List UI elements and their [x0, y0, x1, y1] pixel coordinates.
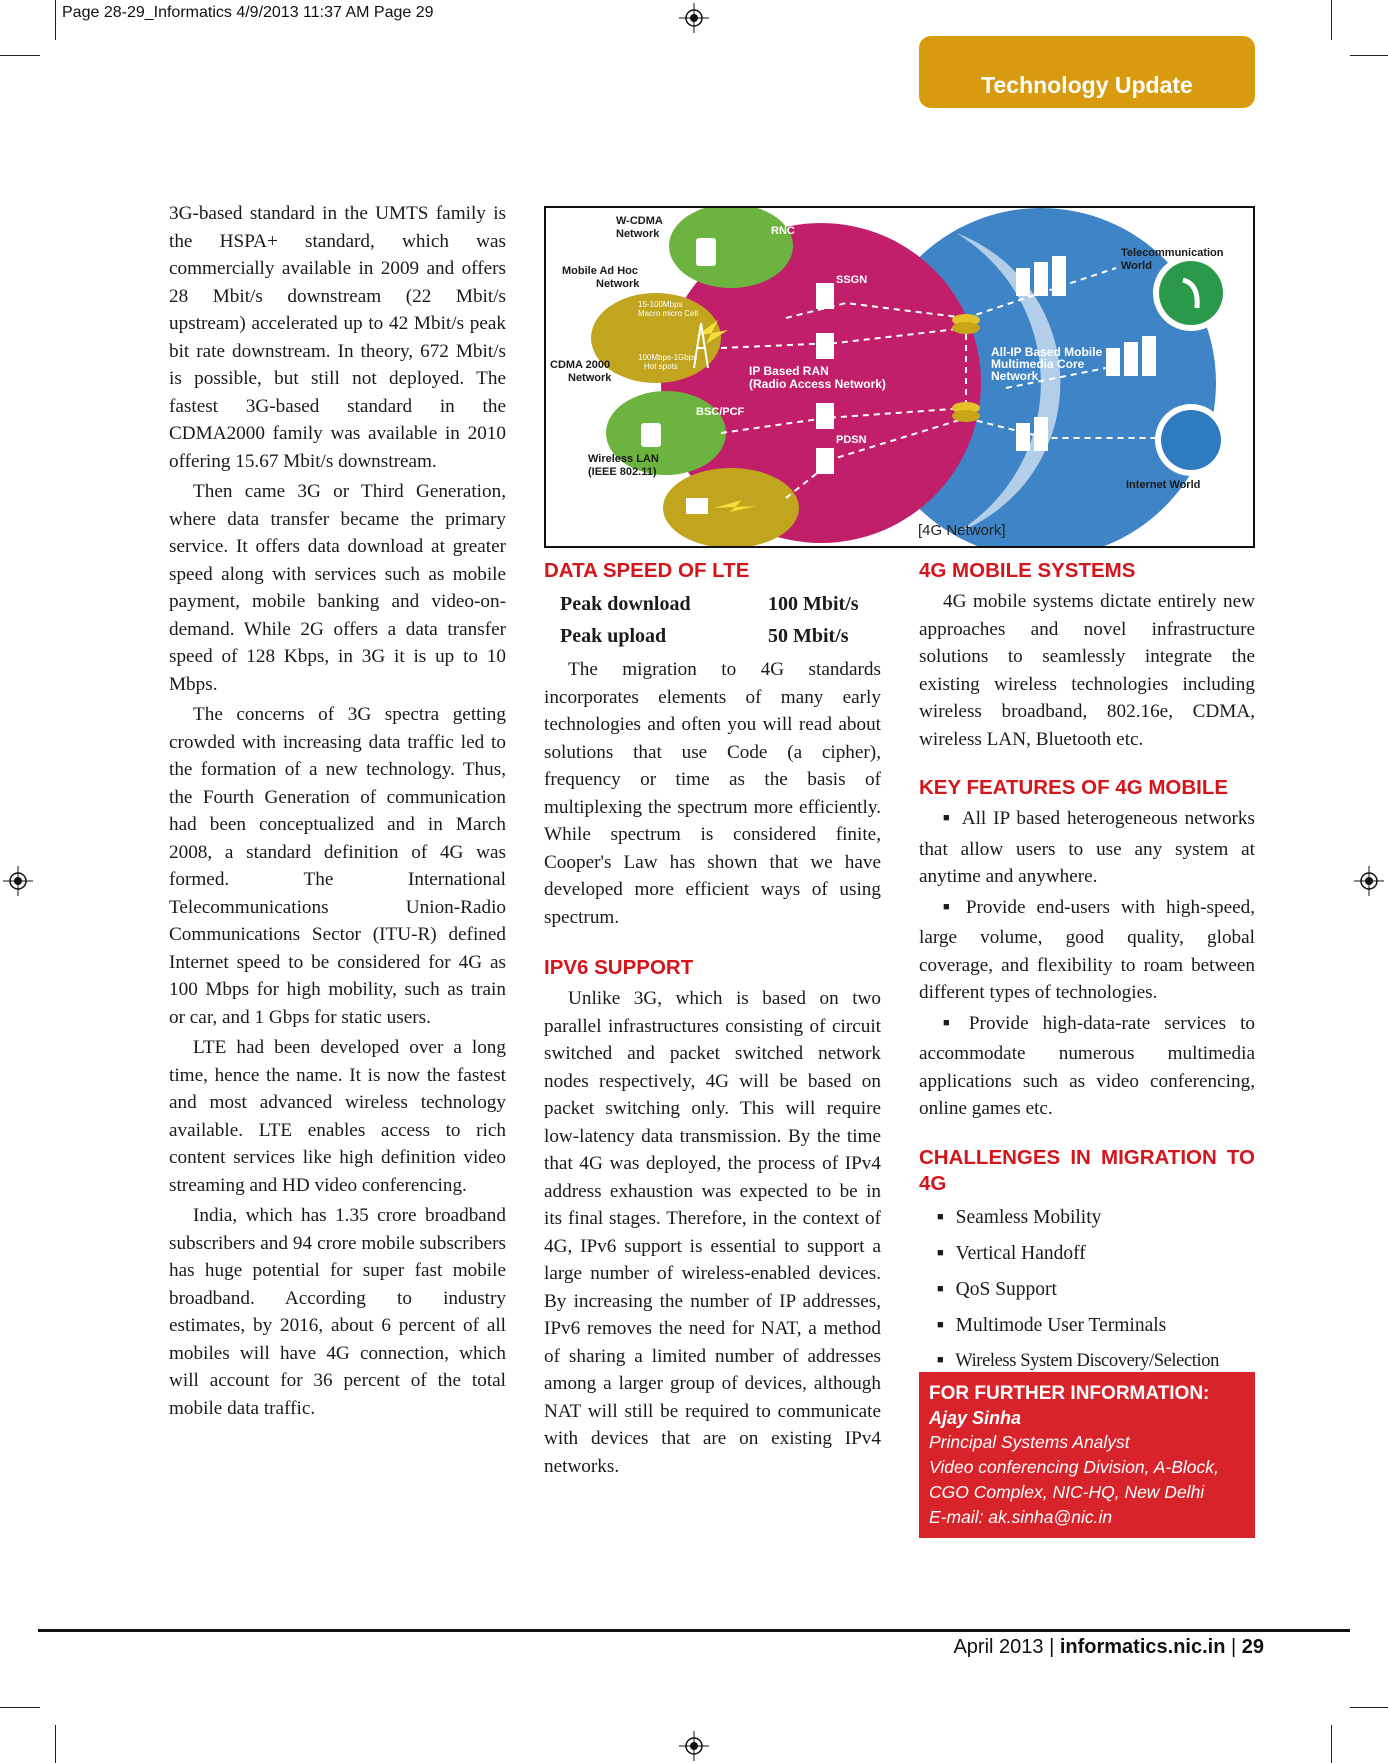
label-core: Network	[991, 369, 1039, 383]
row-label: Peak upload	[560, 625, 667, 647]
lte-upload-row	[544, 620, 881, 652]
challenges-list	[919, 1201, 1255, 1380]
label-wcdma: W-CDMA	[616, 215, 663, 227]
paragraph: 4G mobile systems dictate entirely new approaches and novel infrastructure solutions to seamlessly integrate the existing wireless technologies including wireless broadband, 802.16e, CDMA, wireless LAN, Bluetooth etc.	[919, 591, 1255, 750]
label-telecom: Telecommunication	[1121, 247, 1224, 259]
lte-download-row	[544, 588, 881, 620]
page-number: 29	[1241, 1636, 1264, 1658]
internet-world-icon	[1161, 410, 1221, 470]
paragraph: Then came 3G or Third Generation, where data transfer became the primary service. It offers data download at greater speed along with services such as mobile payment, mobile banking and video-on-demand. While 2G offers a data transfer speed of 128 Kbps, in 3G it is up to 10 Mbps.	[169, 481, 506, 695]
label-adhoc: Network	[596, 278, 640, 290]
further-information-box	[919, 1372, 1255, 1538]
info-line: Video conferencing Division, A-Block,	[929, 1457, 1219, 1477]
label-wlan: (IEEE 802.11)	[588, 466, 657, 478]
network-diagram	[546, 208, 1253, 546]
list-item: ■ Seamless Mobility	[919, 1201, 1255, 1237]
ran-node-icon	[816, 333, 834, 359]
label-wlan: Wireless LAN	[588, 453, 659, 465]
label-telecom: World	[1121, 260, 1152, 272]
crop-mark	[55, 1725, 56, 1763]
crop-mark	[55, 0, 56, 40]
paragraph: Unlike 3G, which is based on two parallel infrastructures consisting of circuit switched and packet switched network nodes respectively, 4G will be based on packet switching only. This will require low-latency data transmission. By the time that 4G was deployed, the process of IPv4 address exhaustion was expected to be in its final stages. Therefore, in the context of 4G, IPv6 support is essential to support a large number of wireless-enabled devices. By increasing the number of IP addresses, IPv6 removes the need for NAT, a method of sharing a limited number of addresses among a larger group of devices, although NAT will still be required to communicate with devices that are on existing IPv4 networks.	[544, 988, 881, 1477]
label-hotspot: Hot spots	[644, 362, 678, 371]
label-core: All-IP Based Mobile	[991, 345, 1103, 359]
registration-mark-icon	[679, 1731, 709, 1761]
heading-ipv6: IPV6 SUPPORT	[544, 956, 694, 979]
figure-caption: [4G Network]	[918, 522, 1006, 539]
registration-mark-icon	[679, 3, 709, 33]
heading-challenges: CHALLENGES IN MIGRATION TO 4G	[919, 1145, 1255, 1195]
feature-item: ■ Provide end-users with high-speed, large volume, good quality, global coverage, and flexibility to roam between different types of technologies.	[919, 894, 1255, 1007]
row-value: 100 Mbit/s	[768, 593, 859, 615]
monitor-icon	[686, 498, 708, 514]
info-name: Ajay Sinha	[929, 1408, 1022, 1428]
page-footer: April 2013 | informatics.nic.in | 29	[953, 1636, 1264, 1658]
label-rnc: RNC	[771, 225, 795, 237]
row-value: 50 Mbit/s	[768, 625, 849, 647]
label-ssgn: SSGN	[836, 274, 868, 286]
paragraph: The concerns of 3G spectra getting crowded with increasing data traffic led to the formation of a new technology. Thus, the Fourth Generation of communication had been conceptualized and in March 2008, a standard definition of 4G was formed. The International Telecommunications Union-Radio Communications Sector (ITU-R) defined Internet speed to be considered for 4G as 100 Mbps for high mobility, such as train or car, and 1 Gbps for static users.	[169, 704, 506, 1028]
right-column	[919, 558, 1255, 1380]
device-icon	[641, 423, 661, 447]
paragraph: 3G-based standard in the UMTS family is the HSPA+ standard, which was commercially available in 2009 and offers 28 Mbit/s downstream (22 Mbit/s upstream) accelerated up to 42 Mbit/s peak bit rate downstream. In theory, 672 Mbit/s is possible, but still not deployed. The fastest 3G-based standard in the CDMA2000 family was available in 2010 offering 15.67 Mbit/s downstream.	[169, 203, 506, 472]
label-macro: Macro micro Cell	[638, 309, 699, 318]
list-item: ■ QoS Support	[919, 1273, 1255, 1309]
label-bsc: BSC/PCF	[696, 406, 745, 418]
label-cdma2000: CDMA 2000	[550, 359, 611, 371]
heading-4g-systems: 4G MOBILE SYSTEMS	[919, 559, 1136, 582]
label-hotspot: 100Mbps-1Gbps	[638, 353, 698, 362]
label-ran: (Radio Access Network)	[749, 377, 886, 391]
section-badge: Technology Update	[919, 36, 1255, 108]
feature-item: ■ All IP based heterogeneous networks that allow users to use any system at anytime and anywhere.	[919, 805, 1255, 891]
network-figure	[544, 206, 1255, 548]
list-item: ■ Wireless System Discovery/Selection	[919, 1345, 1255, 1380]
paragraph: LTE had been developed over a long time, hence the name. It is now the fastest and most advanced wireless technology available. LTE enables access to rich content services like high definition video streaming and HD video conferencing.	[169, 1037, 506, 1196]
heading-key-features: KEY FEATURES OF 4G MOBILE	[919, 776, 1229, 799]
label-adhoc: Mobile Ad Hoc	[562, 265, 638, 277]
info-line: Principal Systems Analyst	[929, 1432, 1130, 1452]
ssgn-node-icon	[816, 283, 834, 309]
list-item: ■ Multimode User Terminals	[919, 1309, 1255, 1345]
label-cdma2000: Network	[568, 372, 612, 384]
paragraph: The migration to 4G standards incorporates elements of many early technologies and often you will read about solutions that use Code (a cipher), frequency or time as the basis of multiplexing the spectrum more efficiently. While spectrum is considered finite, Cooper's Law has shown that we have developed more efficient ways of using spectrum.	[544, 659, 881, 928]
label-wcdma: Network	[616, 228, 660, 240]
label-ran: IP Based RAN	[749, 364, 829, 378]
print-slug: Page 28-29_Informatics 4/9/2013 11:37 AM Page 29	[62, 4, 434, 21]
crop-mark	[1331, 1725, 1332, 1763]
heading-lte-speed: DATA SPEED OF LTE	[544, 559, 750, 582]
footer-site[interactable]: informatics.nic.in	[1059, 1636, 1226, 1658]
label-pdsn: PDSN	[836, 434, 867, 446]
left-column	[169, 200, 506, 1425]
info-title: FOR FURTHER INFORMATION:	[929, 1383, 1210, 1404]
feature-item: ■ Provide high-data-rate services to accommodate numerous multimedia applications such as video conferencing, online games etc.	[919, 1010, 1255, 1123]
label-macro: 15-100Mbps	[638, 300, 683, 309]
crop-mark	[1331, 0, 1332, 40]
info-line: CGO Complex, NIC-HQ, New Delhi	[929, 1482, 1205, 1502]
footer-month: April 2013	[953, 1636, 1044, 1658]
paragraph: India, which has 1.35 crore broadband subscribers and 94 crore mobile subscribers has huge potential for super fast mobile broadband. According to industry estimates, by 2016, about 6 percent of all mobiles will have 4G connection, which will account for 36 percent of the total mobile data traffic.	[169, 1205, 506, 1419]
crop-mark	[1350, 1707, 1388, 1708]
telecom-world-icon	[1159, 261, 1223, 325]
info-email: E-mail: ak.sinha@nic.in	[929, 1507, 1113, 1527]
middle-column	[544, 558, 881, 1483]
crop-mark	[1350, 55, 1388, 56]
pdsn-node-icon	[816, 403, 834, 429]
phone-icon	[696, 238, 716, 266]
crop-mark	[0, 55, 40, 56]
crop-mark	[0, 1707, 40, 1708]
ran-node-icon	[816, 448, 834, 474]
row-label: Peak download	[560, 593, 691, 615]
registration-mark-icon	[1354, 866, 1384, 896]
footer-rule	[38, 1629, 1350, 1632]
registration-mark-icon	[3, 866, 33, 896]
label-core: Multimedia Core	[991, 357, 1085, 371]
label-internet: Internet World	[1126, 479, 1201, 491]
list-item: ■ Vertical Handoff	[919, 1237, 1255, 1273]
